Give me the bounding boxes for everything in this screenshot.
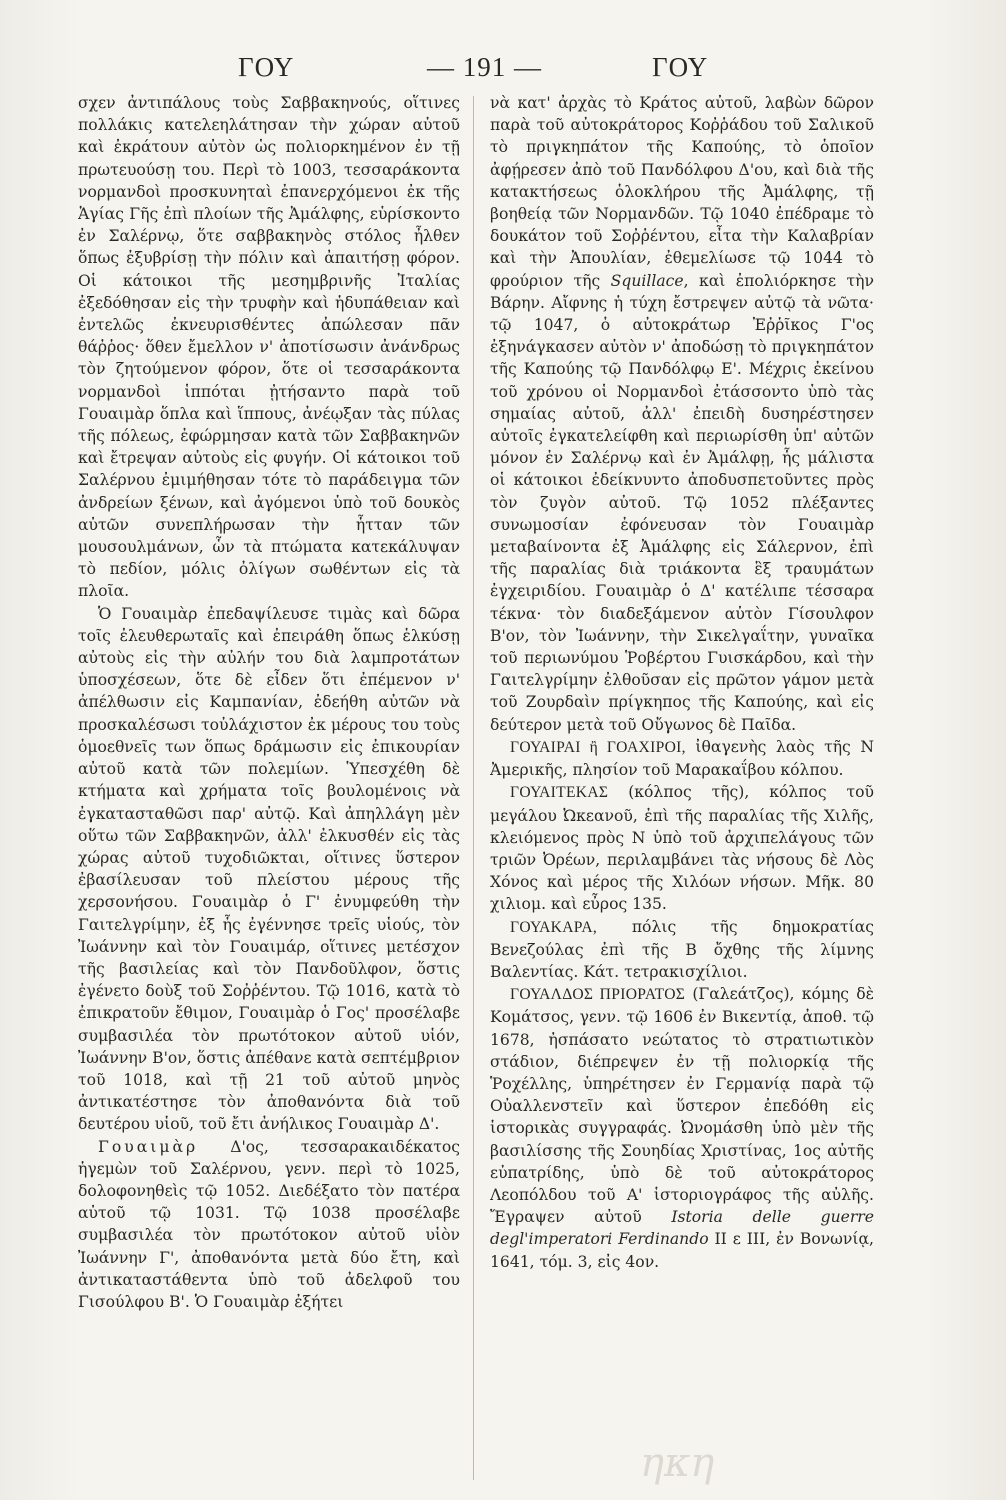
right-continuation-after: , καὶ ἐπολιόρκησε τὴν Βάρην. Αἴφνης ἡ τύχη ἔστρεψεν αὐτῷ τὰ νῶτα· τῷ 1047, ὁ αὐτοκράτωρ Ἐῤῥῖκος Γ'ος ἐξηνάγκασεν αὐτὸν ν' ἀποδώσῃ τὸ πριγκηπάτον τῆς Καπούης τῷ Πανδόλφῳ Ε'. Μέχρις ἐκείνου τοῦ χρόνου οἱ Νορμανδοὶ ἐτάσσοντο ὑπὸ τὰς σημαίας αὐτοῦ, ἀλλ' ἐπειδὴ δυσηρέστησεν αὐτοῖς ἐγκατελείφθη καὶ περιωρίσθη ὑπ' αὐτῶν μόνον ἐν Σαλέρνῳ καὶ ἐν Ἀμάλφῃ, ἧς μάλιστα οἱ κάτοικοι ἐδείκνυντο ἀποδυσπετοῦντες πρὸς τὸν ζυγὸν αὐτοῦ. Τῷ 1052 πλέξαντες συνωμοσίαν ἐφόνευσαν τὸν Γουαιμὰρ μεταβαίνοντα ἐξ Ἀμάλφης εἰς Σάλερνον, ἐπὶ τῆς παραλίας διὰ τριάκοντα ἓξ τραυμάτων ἐγχειριδίου. Γουαιμὰρ ὁ Δ' κατέλιπε τέσσαρα τέκνα· τὸν διαδεξάμενον αὐτὸν Γίσουλφον Β'ον, τὸν Ἰωάννην, τὴν Σικελγαΐτην, γυναῖκα τοῦ περιωνύμου Ῥοβέρτου Γυισκάρδου, καὶ τὴν Γαιτελγρίμην ἐλθοῦσαν εἰς πρῶτον γάμον μετὰ τοῦ Ζουρδαὶν πρίγκηπος τῆς Καπούης, καὶ εἰς δεύτερον μετὰ τοῦ Οὔγωνος δὲ Παῖδα. <box>490 271 874 734</box>
entry-headword: ΓΟΥΑΙΤΕΚΑΣ <box>510 784 609 802</box>
left-column <box>78 92 460 1487</box>
right-continuation-text: νὰ κατ' ἀρχὰς τὸ Κράτος αὐτοῦ, λαβὼν δῶρον παρὰ τοῦ αὐτοκράτορος Κοῤῥάδου τοῦ Σαλικοῦ τὸ πριγκηπάτον τῆς Καπούης, τὸ ὁποῖον ἀφῄρεσεν ἀπὸ τοῦ Πανδόλφου Δ'ου, καὶ διὰ τῆς κατακτήσεως ὁλοκλήρου τῆς Ἀμάλφης, τῇ βοηθείᾳ τῶν Νορμανδῶν. Τῷ 1040 ἐπέδραμε τὸ δουκάτον τοῦ Σοῤῥέντου, εἶτα τὴν Καλαβρίαν καὶ τὴν Ἀπουλίαν, ἐθεμελίωσε τῷ 1044 τὸ φρούριον τῆς <box>490 94 874 290</box>
left-entry-text: Δ'ος, τεσσαρακαιδέκατος ἡγεμὼν τοῦ Σαλέρνου, γενν. περὶ τὸ 1025, δολοφονηθεὶς τῷ 1052. Διεδέξατο τὸν πατέρα αὐτοῦ τῷ 1031. Τῷ 1038 προσέλαβε συμβασιλέα τὸν πρωτότοκον αὐτοῦ υἱὸν Ἰωάννην Γ', ἀποθανόντα μετὰ δύο ἔτη, καὶ ἀντικαταστάθεντα ὑπὸ τοῦ ἀδελφοῦ του Γισούλφου Β'. Ὁ Γουαιμὰρ ἐξήτει <box>78 1137 460 1311</box>
entry-gouaitekas <box>490 781 874 915</box>
left-entry <box>78 1136 460 1314</box>
entry-headword: ΓΟΥΑΙΡΑΙ ἢ ΓΟΑΧΙΡΟΙ, <box>510 738 686 756</box>
header-left-word: ΓΟΥ <box>238 52 295 82</box>
library-watermark: ηκη <box>640 1440 715 1486</box>
entry-gouairai <box>490 736 874 781</box>
header-right-word: ΓΟΥ <box>652 52 709 82</box>
entry-text: (Γαλεάτζος), κόμης δὲ Κομάτσος, γενν. τῷ 1606 ἐν Βικεντίᾳ, ἀποθ. τῷ 1678, ἠσπάσατο νεώτατος τὸ στρατιωτικὸν στάδιον, διέπρεψεν ἐν τῇ πολιορκίᾳ τῆς Ῥοχέλλης, ὑπηρέτησεν ἐν Γερμανίᾳ παρὰ τῷ Οὐαλλενστεῖν καὶ ὕστερον ἐπεδόθη εἰς ἱστορικὰς συγγραφάς. Ὠνομάσθη ὑπὸ μὲν τῆς βασιλίσσης τῆς Σουηδίας Χριστίνας, 1ος αὐτῆς εὐπατρίδης, ὑπὸ δὲ τοῦ αὐτοκράτορος Λεοπόλδου τοῦ Α' ἱστοριογράφος τῆς αὐλῆς. Ἔγραψεν αὐτοῦ <box>490 985 874 1227</box>
running-header <box>60 52 951 92</box>
entry-gouakara <box>490 916 874 984</box>
entry-text: ἰθαγενὴς λαὸς τῆς Ν Ἀμερικῆς, πλησίον τοῦ Μαρακαΐβου κόλπου. <box>490 737 874 780</box>
left-paragraph-2: Ὁ Γουαιμὰρ ἐπεδαψίλευσε τιμὰς καὶ δῶρα τοῖς ἐλευθερωταῖς καὶ ἐπειράθη ὅπως ἑλκύσῃ αὐτοὺς εἰς τὴν αὐλήν του διὰ λαμπροτάτων ὑποσχέσεων, ὅτε δὲ εἶδεν ὅτι ἐπέμενον ν' ἀπέλθωσιν εἰς Καμπανίαν, ἐδεήθη αὐτῶν νὰ προσκαλέσωσι τοὐλάχιστον ἐκ μέρους του τοὺς ὁμοεθνεῖς των ὅπως δράμωσιν εἰς ἐπικουρίαν αὐτοῦ κατὰ τῶν πολεμίων. Ὑπεσχέθη δὲ κτήματα καὶ χρήματα τοῖς βουλομένοις νὰ ἐγκατασταθῶσι παρ' αὐτῷ. Καὶ ἀπηλλάγη μὲν οὕτω τῶν Σαββακηνῶν, ἀλλ' ἐλκυσθέν εἰς τὰς χώρας αὐτοῦ τυχοδιῶκται, οἵτινες ὕστερον ἐβασίλευσαν τοῦ πλείστου μέρους τῆς χερσονήσου. Γουαιμὰρ ὁ Γ' ἐνυμφεύθη τὴν Γαιτελγρίμην, ἐξ ἧς ἐγέννησε τρεῖς υἱούς, τὸν Ἰωάννην καὶ τὸν Γουαιμάρ, οἵτινες μετέσχον τῆς βασιλείας καὶ τὸν Πανδοῦλφον, ὅστις ἐγένετο δοὺξ τοῦ Σοῤῥέντου. Τῷ 1016, κατὰ τὸ ἐπικρατοῦν ἔθιμον, Γουαιμὰρ ὁ Γος' προσέλαβε συμβασιλέα τὸν πρωτότοκον αὐτοῦ υἱόν, Ἰωάννην Β'ον, ὅστις ἀπέθανε κατὰ σεπτέμβριον τοῦ 1018, καὶ τῇ 21 τοῦ αὐτοῦ μηνὸς ἀντικατέστησε τὸν ἀποθανόντα διὰ τοῦ δευτέρου υἱοῦ, τοῦ ἔτι ἀνήλικος Γουαιμὰρ Δ'. <box>78 604 460 1134</box>
column-divider <box>473 96 474 1480</box>
left-paragraph-1: σχεν ἀντιπάλους τοὺς Σαββακηνούς, οἵτινες πολλάκις κατελεηλάτησαν τὴν χώραν αὐτοῦ καὶ ἐκράτουν αὐτὸν ὡς πολιορκημένον ἐν τῇ πρωτευούσῃ του. Περὶ τὸ 1003, τεσσαράκοντα νορμανδοὶ προσκυνηταὶ ἐπανερχόμενοι ἐκ τῆς Ἁγίας Γῆς ἐπὶ πλοίων τῆς Ἀμάλφης, εὑρίσκοντο ἐν Σαλέρνῳ, ὅτε σαββακηνὸς στόλος ἦλθεν ὅπως ἐξυβρίσῃ τὴν πόλιν καὶ ἀπαιτήσῃ φόρον. Οἱ κάτοικοι τῆς μεσημβρινῆς Ἰταλίας ἐξεδόθησαν εἰς τὴν τρυφὴν καὶ ἡδυπάθειαν καὶ ἐντελῶς ἐκνευρισθέντες ἀπώλεσαν πᾶν θάῤῥος· ὅθεν ἔμελλον ν' ἀποτίσωσιν ἀνάνδρως τὸν ζητούμενον φόρον, ὅτε οἱ τεσσαράκοντα νορμανδοὶ ἱππόται ᾐτήσαντο παρὰ τοῦ Γουαιμὰρ ὅπλα καὶ ἵππους, ἀνέῳξαν τὰς πύλας τῆς πόλεως, ἐφώρμησαν κατὰ τῶν Σαββακηνῶν καὶ ἔτρεψαν αὐτοὺς εἰς φυγήν. Οἱ κάτοικοι τοῦ Σαλέρνου ἐμιμήθησαν τότε τὸ παράδειγμα τῶν ἀνδρείων ξένων, καὶ ἀγόμενοι ὑπὸ τοῦ δουκὸς αὐτῶν συνεπλήρωσαν τὴν ἧτταν τῶν μουσουλμάνων, ὧν τὰ πτώματα κατεκάλυψαν τὸ πεδίον, μόλις ὀλίγων σωθέντων εἰς τὰ πλοῖα. <box>78 94 460 601</box>
entry-text: πόλις τῆς δημοκρατίας Βενεζούλας ἐπὶ τῆς Β ὄχθης τῆς λίμνης Βαλεντίας. Κάτ. τετρακισχίλιοι. <box>490 917 874 981</box>
entry-headword: ΓΟΥΑΛΔΟΣ ΠΡΙΟΡΑΤΟΣ <box>510 986 686 1004</box>
right-column <box>490 92 874 1487</box>
book-title-after: II ε III, ἐν Βονωνίᾳ, 1641, τόμ. 3, εἰς 4ον. <box>490 1230 874 1271</box>
squillace-italic: Squillace <box>610 271 684 290</box>
left-entry-headword: Γουαιμὰρ <box>98 1137 199 1156</box>
entry-goualdos <box>490 983 874 1273</box>
entry-text: (κόλπος τῆς), κόλπος τοῦ μεγάλου Ὠκεανοῦ, ἐπὶ τῆς παραλίας τῆς Χιλῆς, κλειόμενος πρὸς Ν ὑπὸ τοῦ ἀρχιπελάγους τῶν τριῶν Ὀρέων, περιλαμβάνει τὰς νήσους δὲ Λὸς Χόνος καὶ μέρος τῆς Χιλόων νήσων. Μῆκ. 80 χιλιομ. καὶ εὖρος 135. <box>490 783 874 914</box>
book-title-italic: Istoria delle guerre degl'imperatori Ferdinando <box>490 1208 874 1249</box>
entry-headword: ΓΟΥΑΚΑΡΑ, <box>510 918 598 936</box>
right-continuation <box>490 92 874 736</box>
page-number: — 191 — <box>427 52 542 82</box>
